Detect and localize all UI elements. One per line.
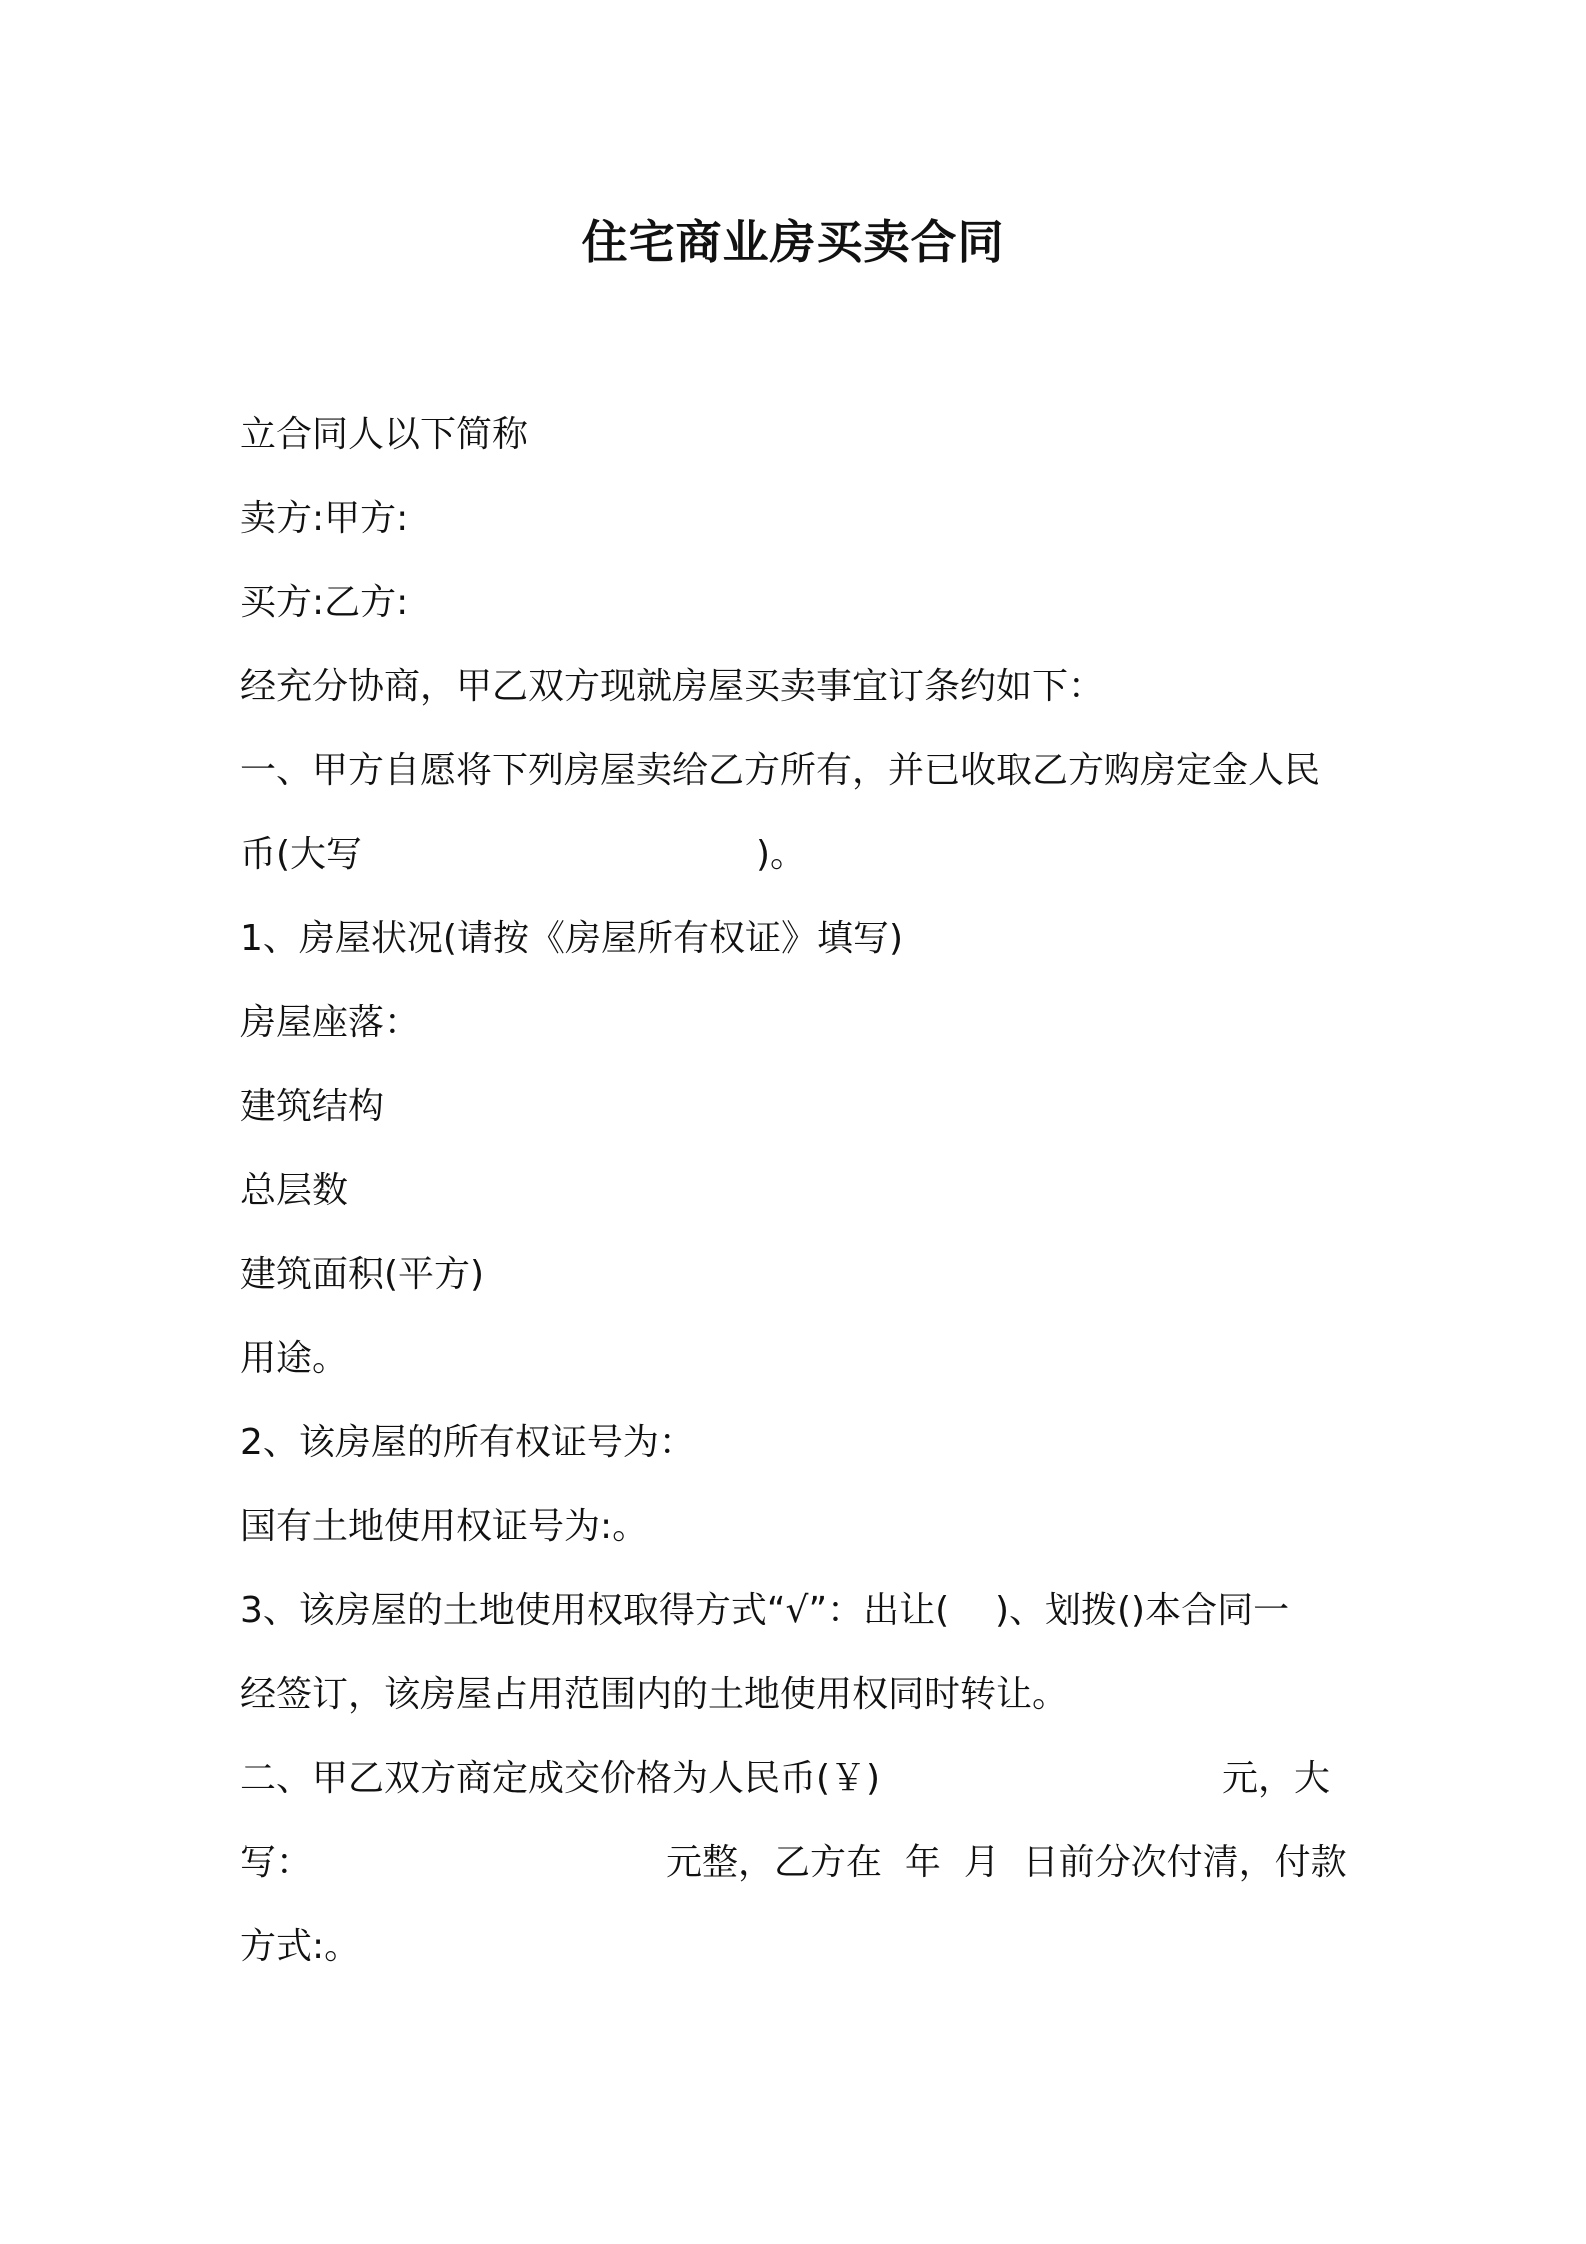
usage-line: 用途。 [240,1338,349,1379]
article2-line-2-right: 元整，乙方在 年 月 日前分次付清，付款 [666,1842,1347,1883]
page-title: 住宅商业房买卖合同 [581,215,1005,269]
article1-line-1: 一、甲方自愿将下列房屋卖给乙方所有，并已收取乙方购房定金人民 [240,750,1321,791]
area-line: 建筑面积(平方) [240,1254,485,1295]
floors-line: 总层数 [240,1170,349,1211]
buyer-line: 买方:乙方: [240,582,409,623]
item1-line: 1、房屋状况(请按《房屋所有权证》填写) [240,918,903,959]
preamble-line: 经充分协商，甲乙双方现就房屋买卖事宜订条约如下： [240,666,1105,707]
item2-line: 2、该房屋的所有权证号为： [240,1422,695,1463]
intro-line: 立合同人以下简称 [240,414,529,455]
item3-line-1: 3、该房屋的土地使用权取得方式“√”：出让( )、划拨()本合同一 [240,1590,1290,1631]
location-line: 房屋座落： [240,1002,421,1043]
land-cert-line: 国有土地使用权证号为:。 [240,1506,649,1547]
article2-line-2-left: 写： [240,1842,313,1883]
article2-line-1-right: 元，大 [1222,1758,1331,1799]
item3-line-2: 经签订，该房屋占用范围内的土地使用权同时转让。 [240,1674,1069,1715]
article1-line-2-right: )。 [756,834,807,875]
seller-line: 卖方:甲方: [240,498,409,539]
article2-line-1-left: 二、甲乙双方商定成交价格为人民币(￥) [240,1758,881,1799]
article1-line-2-left: 币(大写 [240,834,363,875]
payment-line: 方式:。 [240,1926,361,1967]
structure-line: 建筑结构 [240,1086,385,1127]
